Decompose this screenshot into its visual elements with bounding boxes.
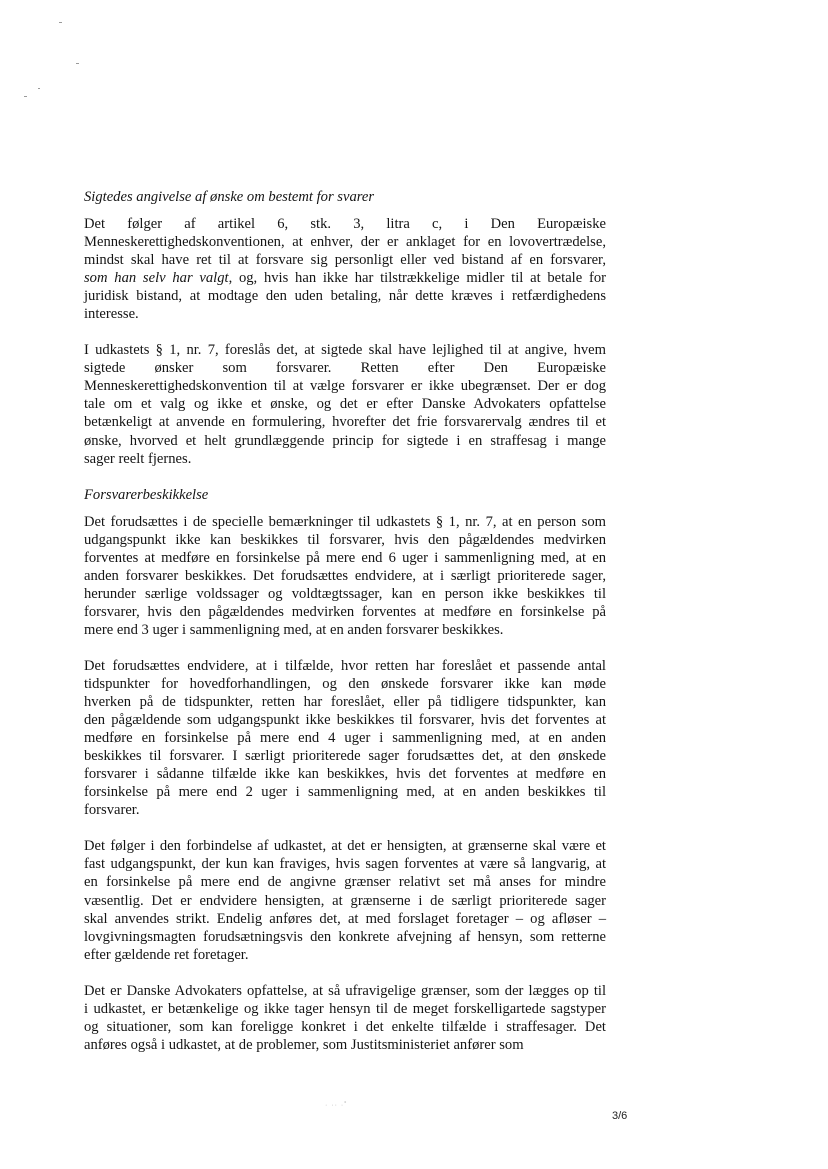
text-line: forventes at medføre en forsinkelse på mere end 6 uger i sammenligning med, at en (84, 549, 606, 566)
page-number: 3/6 (612, 1110, 628, 1122)
paragraph (84, 215, 606, 323)
text-line: hverken på de tidspunkter, retten har foreslået, eller på tidligere tidspunkter, kan (84, 694, 606, 711)
paragraph (84, 657, 606, 819)
text-line: forsvarer. (84, 802, 140, 819)
document-body (84, 188, 606, 1072)
text-line: den pågældende som udgangspunkt ikke beskikkes til forsvarer, hvis det forventes at (84, 712, 606, 729)
text-line: mindst skal have ret til at forsvare sig personligt eller ved bistand af en forsvarer, (84, 252, 606, 269)
text-line: og situationer, som kan foreligge konkret i det enkelte tilfælde i straffesager. Det (84, 1018, 606, 1035)
paragraph (84, 341, 606, 467)
text-line: udgangspunkt ikke kan beskikkes til forsvarer, hvis den pågældendes medvirken (84, 531, 606, 548)
scan-speck (24, 96, 27, 97)
scan-artifact: · ·· ·˚ (325, 1102, 348, 1109)
text-line: sigtede ønsker som forsvarer. Retten efter Den Europæiske (84, 360, 606, 377)
text-line: skal anvendes strikt. Endelig anføres det, at med forslaget foretager – og afløser – (84, 910, 606, 927)
emphasized-text: som han selv har valgt (84, 270, 229, 287)
text-line: anden forsvarer beskikkes. Det forudsættes endvidere, at i særligt prioriterede sager, (84, 567, 606, 584)
scan-speck (59, 22, 62, 23)
text-line: Det følger af artikel 6, stk. 3, litra c, i Den Europæiske (84, 216, 606, 232)
text-line: Det forudsættes i de specielle bemærkninger til udkastets § 1, nr. 7, at en person som (84, 513, 606, 530)
paragraph (84, 982, 606, 1054)
text-line: ønske, hvorved et helt grundlæggende princip for sigtede i en straffesag i mange (84, 432, 606, 449)
text-line: fast udgangspunkt, der kun kan fraviges, hvis sagen forventes at være så langvarig, at (84, 856, 606, 873)
text-line: I udkastets § 1, nr. 7, foreslås det, at sigtede skal have lejlighed til at angive, hvem (84, 342, 606, 359)
section-heading: Forsvarerbeskikkelse (84, 486, 209, 503)
text-line: interesse. (84, 306, 139, 323)
text-line: tidspunkter for hovedforhandlingen, og den ønskede forsvarer ikke kan møde (84, 675, 606, 692)
text-line: juridisk bistand, at modtage den uden betaling, når dette kræves i retfærdighedens (84, 288, 606, 305)
text-line: betænkeligt at anvende en formulering, hvorefter det frie forsvarervalg ændres til et (84, 414, 606, 431)
text-line: tale om et valg og ikke et ønske, og det er efter Danske Advokaters opfattelse (84, 396, 606, 413)
paragraph (84, 513, 606, 639)
text-line: i udkastet, er betænkelige og ikke tager hensyn til de meget forskelligartede sagstyper (84, 1000, 606, 1017)
text-line: forsvarer i sådanne tilfælde ikke kan beskikkes, hvis det forventes at medføre en (84, 766, 606, 783)
text-line: forsinkelse på mere end 2 uger i sammenligning med, at en anden beskikkes til (84, 784, 606, 801)
paragraph (84, 837, 606, 963)
text-line: Menneskerettighedskonvention til at vælge forsvarer er ikke ubegrænset. Der er dog (84, 378, 606, 395)
text-line (84, 269, 606, 287)
text-line: forsvarer, hvis den pågældendes medvirken forventes at medføre en forsinkelse på (84, 603, 606, 620)
text-line: Menneskerettighedskonventionen, at enhver, der er anklaget for en lovovertrædelse, (84, 234, 606, 251)
text-line: Det forudsættes endvidere, at i tilfælde, hvor retten har foreslået et passende antal (84, 657, 606, 674)
text-line: herunder særlige voldssager og voldtægtssager, kan en person ikke beskikkes til (84, 585, 606, 602)
text-line: lovgivningsmagten forudsætningsvis den konkrete afvejning af hensyn, som retterne (84, 928, 606, 945)
text-line: medføre en forsinkelse på mere end 4 uger i sammenligning med, at en anden (84, 730, 606, 747)
text-line: sager reelt fjernes. (84, 450, 192, 467)
scan-speck (76, 63, 79, 64)
text-line: Det er Danske Advokaters opfattelse, at så ufravigelige grænser, som der lægges op til (84, 982, 606, 999)
line-text: , og, hvis han ikke har tilstrækkelige midler til at betale for (228, 270, 606, 287)
text-line: Det følger i den forbindelse af udkastet, at det er hensigten, at grænserne skal være et (84, 838, 606, 855)
scan-speck (38, 88, 40, 89)
text-line: væsentlig. Det er endvidere hensigten, at grænserne i de særligt prioriterede sager (84, 892, 606, 909)
text-line: efter gældende ret foretager. (84, 946, 249, 963)
text-line: beskikkes til forsvarer. I særligt prioriterede sager forudsættes det, at den ønskede (84, 748, 606, 765)
text-line: mere end 3 uger i sammenligning med, at en anden forsvarer beskikkes. (84, 621, 504, 638)
section-heading: Sigtedes angivelse af ønske om bestemt for svarer (84, 189, 375, 205)
text-line: en forsinkelse på mere end de angivne grænser relativt set må anses for mindre (84, 874, 606, 891)
text-line: anføres også i udkastet, at de problemer, som Justitsministeriet anfører som (84, 1036, 524, 1053)
